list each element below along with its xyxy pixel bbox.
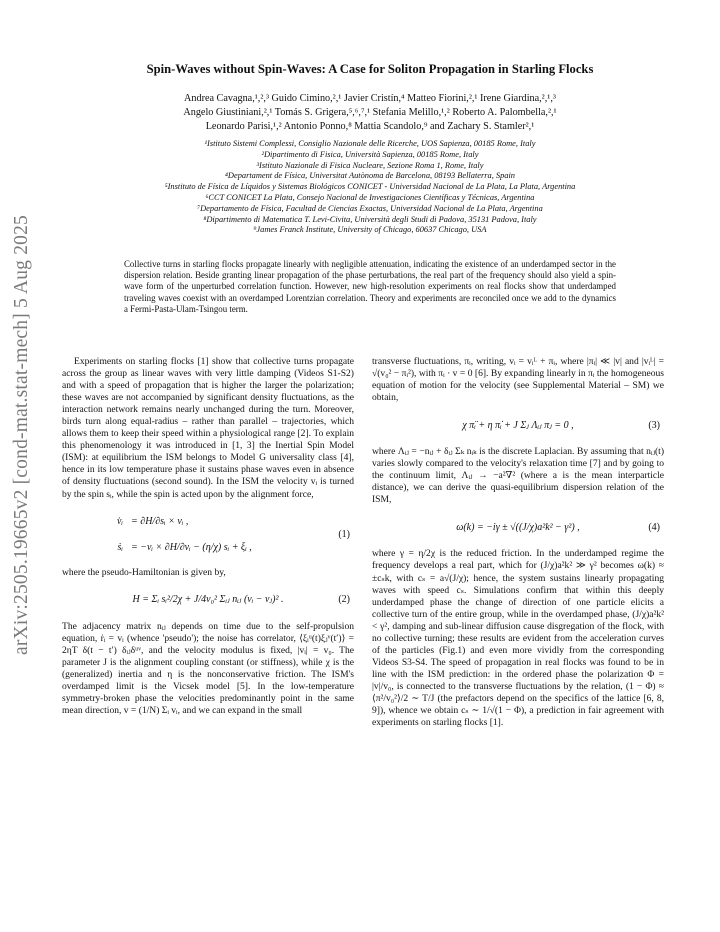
equation-1-line-1 — [95, 509, 321, 535]
equation-2-number: (2) — [338, 594, 350, 606]
left-column — [62, 356, 354, 717]
affiliation-line: ²Dipartimento di Fisica, Università Sapienza, 00185 Rome, Italy — [261, 149, 479, 159]
affiliation-line: ⁵Instituto de Física de Líquidos y Sistemas Biológicos CONICET - Universidad Nacional de La Plata, La Plata, Argentina — [164, 182, 576, 192]
affiliation-list — [60, 139, 680, 236]
affiliation-line: ³Istituto Nazionale di Fisica Nucleare, Sezione Roma 1, Rome, Italy — [256, 160, 484, 170]
affiliation-line: ⁸Dipartimento di Matematica T. Levi-Civita, Università degli Studi di Padova, 35131 Padova, Italy — [203, 214, 537, 224]
equation-1-number: (1) — [338, 529, 350, 541]
equation-1-line-1-lhs: v̇ᵢ — [116, 516, 123, 528]
affiliation-line: ⁷Departamento de Física, Facultad de Ciencias Exactas, Universidad Nacional de La Plata, Argentina — [197, 203, 543, 213]
author-line: Angelo Giustiniani,²,¹ Tomás S. Grigera,⁵,⁶,⁷,¹ Stefania Melillo,¹,² Roberto A. Palombella,²,¹ — [183, 107, 557, 118]
affiliation-line: ⁴Departament de Física, Universitat Autònoma de Barcelona, 08193 Bellaterra, Spain — [225, 171, 515, 181]
equation-1-line-2-rhs: = −vᵢ × ∂H/∂vᵢ − (η/χ) sᵢ + ξᵢ , — [131, 542, 252, 554]
equation-4 — [372, 515, 664, 539]
equation-3 — [372, 413, 664, 437]
equation-2 — [62, 588, 354, 612]
affiliation-line: ¹Istituto Sistemi Complessi, Consiglio Nazionale delle Ricerche, UOS Sapienza, 00185 Rome, Italy — [204, 139, 536, 148]
author-line: Andrea Cavagna,¹,²,³ Guido Cimino,²,¹ Javier Cristín,⁴ Matteo Fiorini,²,¹ Irene Giardina,²,¹,³ — [184, 93, 556, 104]
equation-4-body: ω(k) = −iγ ± √((J/χ)a²k² − γ²) , — [456, 521, 580, 533]
equation-3-body: χ π̈ᵢ + η π̇ᵢ + J Σⱼ Λᵢⱼ πⱼ = 0 , — [462, 419, 574, 431]
arxiv-identifier-text: arXiv:2505.19665v2 [cond-mat.stat-mech] 5 Aug 2025 — [11, 215, 32, 655]
author-line: Leonardo Parisi,¹,² Antonio Ponno,⁸ Mattia Scandolo,⁹ and Zachary S. Stamler²,¹ — [205, 121, 535, 132]
right-column — [372, 356, 664, 729]
body-paragraph: where the pseudo-Hamiltonian is given by, — [62, 566, 226, 578]
equation-1 — [62, 509, 354, 561]
equation-1-line-2 — [95, 535, 321, 561]
affiliation-line: ⁹James Franck Institute, University of Chicago, 60637 Chicago, USA — [253, 225, 487, 235]
body-paragraph: where γ = η/2χ is the reduced friction. In the underdamped regime the frequency develops a real part, which for (J/χ)a²k² ≫ γ² becomes ω(k) ≈ ±cₛk, with cₛ = a√(J/χ); hence, the system sustains linearly propagating waves with speed cₛ. Simulations confirm that within this deeply underdamped phase the change of direction of one particle elicits a collective turn of the entire group, while in the overdamped phase, (J/χ)a²k² < γ², damping and sub-linear diffusion cause disgregation of the flock, with no collective turning; these results are evident from the acceleration curves of the particles (Fig.1) and even more vividly from the corresponding Videos S3-S4. The speed of propagation in real flocks was found to be in line with the ISM prediction: in the ordered phase the polarization Φ = |v|/v₀, is connected to the transverse fluctuations by the relation, (1 − Φ) ≈ ⟨π²/v₀²⟩/2 ∼ T/J (the prefactors depend on the specifics of the lattice [6, 8, 9]), whence we obtain cₛ ∼ 1/√(1 − Φ), a prediction in fair agreement with experiments on starling flocks [1]. — [372, 548, 664, 729]
author-list — [80, 92, 660, 134]
abstract: Collective turns in starling flocks propagate linearly with negligible attenuation, indicating the existence of an underdamped sector in the dispersion relation. Beside granting linear propagation of the phase perturbations, the real part of the frequency should also yield a spin-wave form of the unperturbed correlation function. However, new high-resolution experiments on real flocks show that underdamped traveling waves coexist with an overdamped Lorentzian correlation. Theory and experiments are reconciled once we add to the dynamics a Fermi-Pasta-Ulam-Tsingou term. — [124, 259, 616, 314]
body-paragraph: where Λᵢⱼ = −nᵢⱼ + δᵢⱼ Σₖ nᵢₖ is the discrete Laplacian. By assuming that nᵢⱼ(t) varies slowly compared to the velocity's relaxation time [7] and by going to the continuum limit, Λᵢⱼ → −a²∇² (where a is the mean interparticle distance), we can derive the quasi-equilibrium dispersion relation of the ISM, — [372, 446, 664, 506]
affiliation-line: ⁶CCT CONICET La Plata, Consejo Nacional de Investigaciones Científicas y Técnicas, Argentina — [205, 192, 535, 202]
equation-4-number: (4) — [648, 521, 660, 533]
equation-1-line-2-lhs: ṡᵢ — [117, 542, 123, 554]
body-paragraph: The adjacency matrix nᵢⱼ depends on time due to the self-propulsion equation, ṙᵢ = vᵢ (whence 'pseudo'); the noise has correlator, ⟨ξᵢᵘ(t)ξⱼᵛ(t′)⟩ = 2ηT δ(t − t′) δᵢⱼδᵘᵛ, and the velocity modulus is fixed, |vᵢ| = v₀. The parameter J is the alignment coupling constant (or stiffness), while χ is the (generalized) inertia and η is the nonconservative friction. The ISM's overdamped limit is the Vicsek model [5]. In the low-temperature symmetry-broken phase the velocities predominantly point in the same mean direction, v = (1/N) Σᵢ vᵢ, and we can expand in the small — [62, 620, 354, 716]
equation-1-line-1-rhs: = ∂H/∂sᵢ × vᵢ , — [131, 516, 189, 528]
equation-2-body: H = Σᵢ sᵢ²/2χ + J/4v₀² Σᵢⱼ nᵢⱼ (vᵢ − vⱼ)² . — [132, 594, 284, 606]
body-paragraph: transverse fluctuations, πᵢ, writing, vᵢ = vᵢᴸ + πᵢ, where |πᵢ| ≪ |v| and |vᵢᴸ| = √(v₀² − πᵢ²), with πᵢ · v = 0 [6]. By expanding linearly in πᵢ the homogeneous equation of motion for the velocity (see Supplemental Material – SM) we obtain, — [372, 356, 664, 404]
equation-3-number: (3) — [648, 419, 660, 431]
body-paragraph: Experiments on starling flocks [1] show that collective turns propagate across the group as linear waves with very little damping (Videos S1-S2) and with a speed of propagation that is higher the larger the polarization; these waves are not accompanied by significant density fluctuations, as the interaction network remains nearly unchanged during the turn. Moreover, birds turn along equal-radius – rather than parallel – trajectories, which allows them to keep their speed within a physiological range [2]. To explain this phenomenology it was introduced in [1, 3] the Inertial Spin Model (ISM): at equilibrium the ISM belongs to Model G universality class [4], hence in its low temperature phase it sustains phase waves even in absence of density fluctuations (second sound). In the ISM the velocity vᵢ is turned by the spin sᵢ, while the spin is acted upon by the alignment force, — [62, 356, 354, 500]
paper-title: Spin-Waves without Spin-Waves: A Case for Soliton Propagation in Starling Flocks — [146, 62, 594, 76]
arxiv-identifier-stamp — [2, 215, 42, 655]
